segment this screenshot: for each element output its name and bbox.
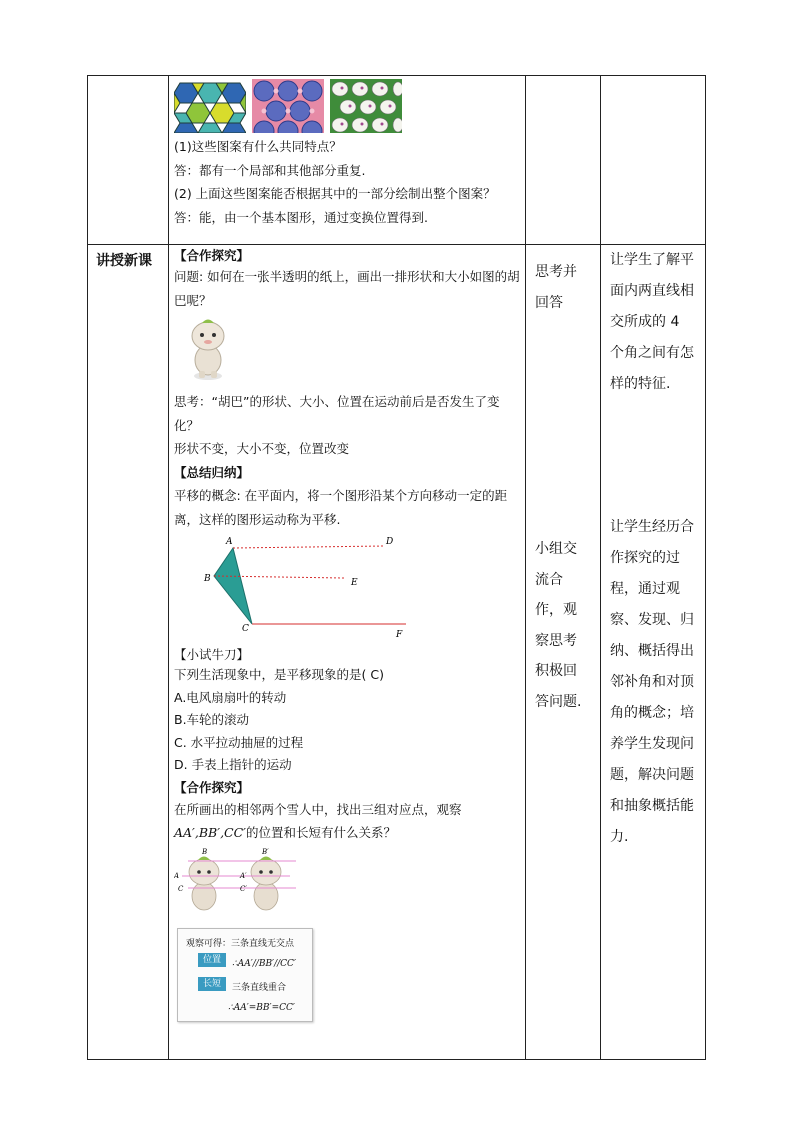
huba-character-image — [182, 316, 234, 382]
coop2-text-part1: 在所画出的相邻两个雪人中，找出三组对应点，观察 — [174, 802, 462, 817]
design-intent-1: 让学生了解平面内两直线相交所成的 4 个角之间有怎样的特征. — [610, 252, 694, 392]
pattern-images — [174, 76, 521, 135]
translation-diagram — [186, 535, 416, 643]
design-intent-cell — [601, 245, 706, 1060]
tessellation-circle-image — [252, 79, 324, 133]
answer-text: 形状不变，大小不变，位置改变 — [174, 441, 350, 456]
answer-1: 答：都有一个局部和其他部分重复. — [174, 162, 366, 178]
coop2-text — [174, 799, 521, 844]
label-a-prime: A′ — [240, 872, 247, 880]
heading-coop-2: 【合作探究】 — [174, 779, 250, 795]
point-label-b: B — [204, 574, 211, 584]
label-c: C — [178, 885, 184, 893]
question-2: (2) 上面这些图案能否根据其中的一部分绘制出整个图案？ — [174, 186, 496, 201]
label-a: A — [174, 872, 180, 880]
question-1: (1)这些图案有什么共同特点？ — [174, 139, 342, 154]
coop2-text-part3: 的位置和长短有什么关系？ — [246, 824, 397, 840]
try-question: 下列生活现象中，是平移现象的是( C) — [174, 667, 384, 682]
point-label-d: D — [386, 537, 394, 547]
content-cell — [169, 245, 526, 1060]
think-text: 思考：“胡巴”的形状、大小、位置在运动前后是否发生了变化？ — [174, 394, 500, 433]
lesson-plan-table — [87, 75, 706, 1060]
observation-box — [177, 928, 313, 1022]
point-label-e: E — [351, 578, 358, 588]
heading-coop-1: 【合作探究】 — [174, 248, 250, 263]
point-label-f: F — [396, 630, 403, 640]
design-intent-2: 让学生经历合作探究的过程，通过观察、发现、归纳、概括得出邻补角和对顶角的概念；培养学生发现问题，解决问题和抽象概括能力. — [610, 519, 694, 845]
heading-try: 【小试牛刀】 — [174, 647, 250, 662]
option-d: D. 手表上指针的运动 — [174, 757, 292, 772]
length-text: 三条直线重合 — [232, 983, 287, 993]
tessellation-hexagon-image — [174, 79, 246, 133]
length-tag: 长短 — [198, 977, 226, 991]
snowman-translation-image — [174, 846, 304, 914]
heading-summary: 【总结归纳】 — [174, 464, 250, 480]
student-activity-cell — [526, 245, 601, 1060]
position-result: ∴AA′//BB′//CC′ — [232, 959, 296, 969]
point-label-a: A — [226, 537, 233, 547]
label-b: B — [202, 848, 208, 856]
stage-cell — [88, 245, 169, 1060]
stage-cell-empty — [88, 76, 169, 245]
student-cell-empty — [526, 76, 601, 245]
tessellation-animal-image — [330, 79, 402, 133]
answer-2: 答：能，由一个基本图形，通过变换位置得到. — [174, 209, 428, 225]
table-row — [88, 76, 706, 245]
snowman-left — [189, 857, 219, 911]
option-b: B.车轮的滚动 — [174, 712, 250, 727]
content-cell — [169, 76, 526, 245]
intent-cell-empty — [601, 76, 706, 245]
translation-concept: 平移的概念: 在平面内，将一个图形沿某个方向移动一定的距离，这样的图形运动称为平移. — [174, 488, 508, 527]
student-activity-2: 小组交流合作，观察思考积极回答问题. — [535, 541, 582, 710]
label-c-prime: C′ — [240, 885, 247, 893]
option-c: C. 水平拉动抽屉的过程 — [174, 734, 304, 750]
option-a: A.电风扇扇叶的转动 — [174, 689, 287, 705]
point-label-c: C — [242, 624, 249, 634]
student-activity-1: 思考并回答 — [535, 264, 577, 311]
table-row — [88, 245, 706, 1060]
label-b-prime: B′ — [262, 848, 269, 856]
stage-label: 讲授新课 — [96, 253, 152, 269]
snowman-right — [251, 857, 281, 911]
coop2-segments: AA′,BB′,CC′ — [174, 824, 247, 840]
length-result: ∴AA′=BB′=CC′ — [228, 1003, 295, 1013]
observation-title: 观察可得：三条直线无交点 — [186, 939, 295, 949]
position-tag: 位置 — [198, 953, 226, 967]
question-text: 问题: 如何在一张半透明的纸上，画出一排形状和大小如图的胡巴呢？ — [174, 269, 520, 308]
